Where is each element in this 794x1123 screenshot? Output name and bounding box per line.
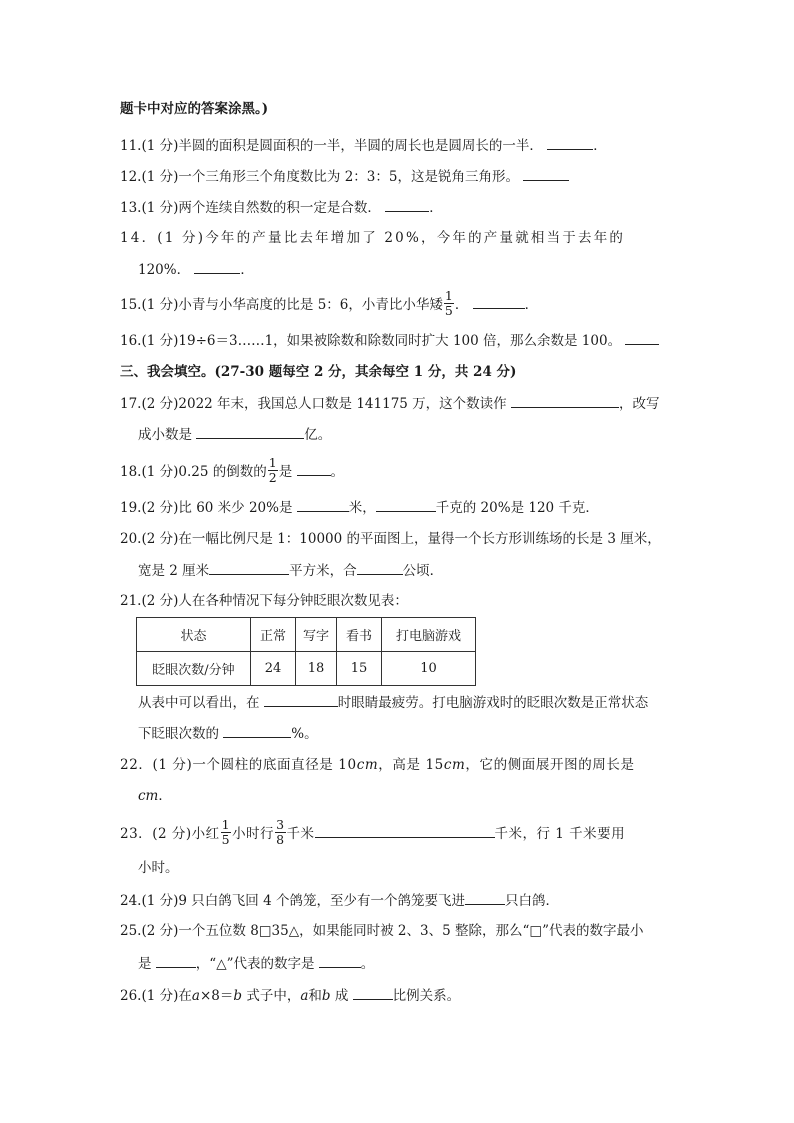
question-text-f: 比例关系。 bbox=[392, 988, 461, 1004]
fraction-numerator: 1 bbox=[221, 817, 231, 832]
question-25 bbox=[120, 921, 644, 941]
question-end: 亿。 bbox=[304, 427, 332, 443]
question-score: (1 分) bbox=[141, 138, 179, 154]
table-row bbox=[137, 652, 476, 686]
question-19 bbox=[120, 497, 599, 518]
question-17 bbox=[120, 393, 659, 414]
question-number: 16. bbox=[120, 333, 142, 349]
table-cell: 打电脑游戏 bbox=[382, 618, 476, 652]
question-text-d: 千米，行 1 千米要用 bbox=[494, 826, 626, 842]
answer-blank[interactable] bbox=[297, 497, 349, 512]
question-text-c: ，它的侧面展开图的周长是 bbox=[465, 757, 635, 773]
question-text-after: ，改写 bbox=[618, 396, 660, 412]
question-score: (2 分) bbox=[141, 500, 179, 516]
table-header-row bbox=[137, 618, 476, 652]
question-number: 15. bbox=[120, 297, 142, 313]
question-end: ． bbox=[524, 297, 539, 313]
question-end: ． bbox=[240, 262, 254, 278]
question-number: 22． bbox=[120, 757, 153, 773]
answer-blank[interactable] bbox=[319, 953, 361, 968]
question-text-cont-b: ，“△”代表的数字是 bbox=[195, 956, 315, 972]
question-text-cont-c: 公顷． bbox=[402, 563, 444, 579]
question-score: (2 分) bbox=[152, 826, 192, 842]
question-text-b: 米， bbox=[348, 500, 376, 516]
question-score: (1 分) bbox=[141, 169, 179, 185]
question-text: 9 只白鸽飞回 4 个鸽笼，至少有一个鸽笼要飞进 bbox=[178, 893, 465, 909]
answer-blank[interactable] bbox=[465, 890, 505, 905]
question-text: 19÷6＝3……1，如果被除数和除数同时扩大 100 倍，那么余数是 100。 bbox=[178, 333, 622, 349]
question-text-c: 式子中， bbox=[242, 988, 301, 1004]
question-23 bbox=[120, 817, 626, 849]
table-cell: 24 bbox=[251, 652, 296, 686]
answer-blank[interactable] bbox=[547, 135, 593, 150]
question-25-cont bbox=[138, 953, 374, 974]
question-text: 比 60 米少 20%是 bbox=[178, 500, 293, 516]
answer-blank[interactable] bbox=[194, 259, 240, 274]
question-text-c: 千克的 20%是 120 千克． bbox=[435, 500, 599, 516]
question-number: 18. bbox=[120, 464, 142, 480]
question-number: 13. bbox=[120, 200, 142, 216]
section-3-title: 三、我会填空。(27-30 题每空 2 分，其余每空 1 分，共 24 分) bbox=[120, 364, 517, 380]
question-text-e: 成 bbox=[330, 988, 349, 1004]
question-score: (1 分) bbox=[141, 893, 179, 909]
question-score: (2 分) bbox=[141, 531, 179, 547]
fraction bbox=[268, 456, 278, 485]
question-text: 在一幅比例尺是 1：10000 的平面图上，量得一个长方形训练场的长是 3 厘米， bbox=[178, 531, 661, 547]
answer-blank[interactable] bbox=[523, 166, 569, 181]
answer-blank[interactable] bbox=[376, 497, 436, 512]
table-cell: 眨眼次数/分钟 bbox=[137, 652, 251, 686]
variable-b: b bbox=[233, 988, 243, 1004]
table-cell: 正常 bbox=[251, 618, 296, 652]
question-number: 23． bbox=[120, 826, 153, 842]
table-cell: 15 bbox=[337, 652, 382, 686]
question-number: 19. bbox=[120, 500, 142, 516]
question-18 bbox=[120, 455, 345, 487]
question-16 bbox=[120, 330, 659, 351]
blink-table bbox=[136, 617, 476, 686]
question-22-cont bbox=[138, 786, 172, 806]
question-20-cont bbox=[138, 560, 443, 581]
table-cell: 状态 bbox=[137, 618, 251, 652]
answer-blank[interactable] bbox=[385, 197, 429, 212]
question-21-cont-1 bbox=[138, 692, 648, 713]
question-text: 两个连续自然数的积一定是合数． bbox=[178, 200, 381, 216]
question-score: (1 分) bbox=[141, 333, 179, 349]
question-24 bbox=[120, 890, 559, 911]
fraction bbox=[221, 818, 231, 847]
question-text-cont: 是 bbox=[138, 956, 152, 972]
question-21 bbox=[120, 591, 408, 611]
variable-a: a bbox=[300, 988, 309, 1004]
unit: cm bbox=[356, 757, 379, 773]
table-cell: 写字 bbox=[296, 618, 337, 652]
question-mid: ． bbox=[454, 297, 469, 313]
question-text-cont-c: 。 bbox=[360, 956, 375, 972]
fraction-numerator: 1 bbox=[268, 455, 277, 470]
answer-blank[interactable] bbox=[315, 823, 495, 838]
question-22 bbox=[120, 755, 635, 775]
question-text-cont: 小时。 bbox=[138, 860, 179, 876]
question-text-b: 是 bbox=[278, 464, 293, 480]
question-text: 人在各种情况下每分钟眨眼次数见表： bbox=[178, 593, 408, 609]
header-line: 题卡中对应的答案涂黑。) bbox=[120, 101, 269, 117]
question-text: 一个五位数 8□35△，如果能同时被 2、3、5 整除，那么“□”代表的数字最小 bbox=[178, 923, 644, 939]
question-number: 12. bbox=[120, 169, 142, 185]
question-number: 20. bbox=[120, 531, 142, 547]
fraction-denominator: 2 bbox=[268, 470, 277, 485]
question-score: (2 分) bbox=[141, 923, 179, 939]
unit: cm bbox=[443, 757, 466, 773]
question-21-cont-2 bbox=[138, 723, 318, 744]
question-number: 25. bbox=[120, 923, 142, 939]
question-text: 一个三角形三个角度数比为 2：3：5，这是锐角三角形。 bbox=[178, 169, 519, 185]
question-number: 21. bbox=[120, 593, 142, 609]
question-text: 0.25 的倒数的 bbox=[178, 464, 267, 480]
answer-blank[interactable] bbox=[625, 330, 659, 345]
fraction-numerator: 3 bbox=[276, 817, 285, 832]
question-text-b: 小时行 bbox=[232, 826, 275, 842]
question-text-cont-b: 平方米，合 bbox=[289, 563, 357, 579]
question-17-cont bbox=[138, 424, 331, 445]
question-text-b: ×8＝ bbox=[199, 988, 234, 1004]
question-number: 24. bbox=[120, 893, 142, 909]
answer-blank[interactable] bbox=[297, 461, 331, 476]
question-text-cont-b: 时眼睛最疲劳。打电脑游戏时的眨眼次数是正常状态 bbox=[337, 695, 649, 711]
question-text-cont: 120%． bbox=[138, 262, 191, 278]
answer-blank[interactable] bbox=[196, 424, 304, 439]
question-text-cont: 下眨眼次数的 bbox=[138, 726, 219, 742]
answer-blank[interactable] bbox=[357, 560, 403, 575]
question-end: ． bbox=[429, 200, 443, 216]
question-13 bbox=[120, 197, 443, 218]
answer-blank[interactable] bbox=[473, 294, 525, 309]
question-15 bbox=[120, 288, 539, 320]
answer-blank[interactable] bbox=[264, 692, 338, 707]
answer-blank[interactable] bbox=[353, 985, 393, 1000]
question-text-b: ，高是 15 bbox=[378, 757, 444, 773]
answer-blank[interactable] bbox=[223, 723, 291, 738]
question-text-b: 只白鸽． bbox=[504, 893, 559, 909]
question-20 bbox=[120, 529, 661, 549]
question-score: (1 分) bbox=[141, 464, 179, 480]
question-text: 小青与小华高度的比是 5：6，小青比小华矮 bbox=[178, 297, 443, 313]
answer-blank[interactable] bbox=[511, 393, 619, 408]
question-text: 小红 bbox=[191, 826, 220, 842]
question-text-c: 千米 bbox=[286, 826, 315, 842]
fraction-denominator: 5 bbox=[444, 303, 453, 318]
question-number: 17. bbox=[120, 396, 142, 412]
fraction-numerator: 1 bbox=[444, 288, 453, 303]
question-score: (1 分) bbox=[141, 297, 179, 313]
question-11 bbox=[120, 135, 607, 156]
variable-b: b bbox=[321, 988, 331, 1004]
question-14-cont bbox=[138, 259, 254, 280]
question-score: (2 分) bbox=[141, 396, 179, 412]
question-text-cont-b: %。 bbox=[291, 726, 318, 742]
unit: cm bbox=[138, 788, 159, 804]
answer-blank[interactable] bbox=[156, 953, 196, 968]
question-text-d: 和 bbox=[308, 988, 322, 1004]
table-cell: 10 bbox=[382, 652, 476, 686]
question-text: 一个圆柱的底面直径是 10 bbox=[192, 757, 357, 773]
question-text: 在 bbox=[178, 988, 192, 1004]
variable-a: a bbox=[191, 988, 200, 1004]
question-12 bbox=[120, 166, 569, 187]
fraction bbox=[275, 818, 285, 847]
question-23-cont bbox=[138, 858, 179, 878]
question-score: (1 分) bbox=[157, 230, 206, 246]
question-score: (2 分) bbox=[141, 593, 179, 609]
question-number: 26. bbox=[120, 988, 142, 1004]
question-14 bbox=[120, 228, 625, 248]
question-text-cont: 宽是 2 厘米 bbox=[138, 563, 210, 579]
question-text-cont: 成小数是 bbox=[138, 427, 192, 443]
question-26 bbox=[120, 985, 460, 1006]
question-text: 半圆的面积是圆面积的一半，半圆的周长也是圆周长的一半． bbox=[178, 138, 543, 154]
question-number: 11. bbox=[120, 138, 142, 154]
question-number: 14． bbox=[120, 230, 158, 246]
question-score: (1 分) bbox=[152, 757, 193, 773]
fraction-denominator: 5 bbox=[221, 832, 231, 847]
table-cell: 看书 bbox=[337, 618, 382, 652]
fraction bbox=[444, 289, 454, 318]
question-end: ． bbox=[158, 788, 172, 804]
question-text: 今年的产量比去年增加了 20%，今年的产量就相当于去年的 bbox=[205, 230, 626, 246]
question-end: 。 bbox=[330, 464, 345, 480]
fraction-denominator: 8 bbox=[276, 832, 285, 847]
question-score: (1 分) bbox=[141, 988, 179, 1004]
table-cell: 18 bbox=[296, 652, 337, 686]
question-end: ． bbox=[593, 138, 607, 154]
answer-blank[interactable] bbox=[209, 560, 289, 575]
question-text-cont: 从表中可以看出，在 bbox=[138, 695, 260, 711]
question-score: (1 分) bbox=[141, 200, 179, 216]
question-text: 2022 年末，我国总人口数是 141175 万，这个数读作 bbox=[178, 396, 507, 412]
